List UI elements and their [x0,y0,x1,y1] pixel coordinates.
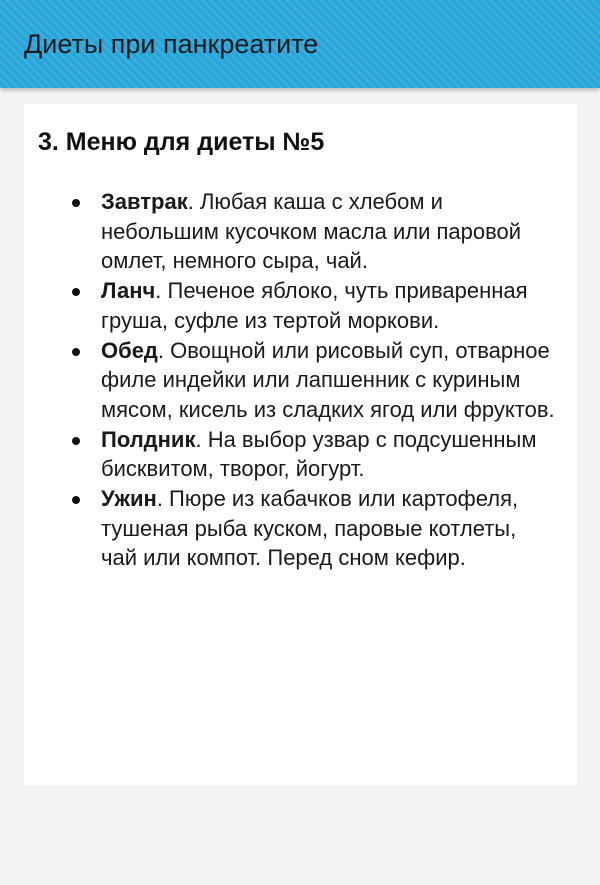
meal-item-breakfast [24,187,577,276]
meal-description: . Печеное яблоко, чуть приваренная груша, суфле из тертой моркови. [101,278,528,333]
bullet-icon [72,496,80,504]
meal-item-afternoon-snack [24,425,577,484]
app-bar [0,0,600,88]
meal-name: Ланч [101,278,156,304]
bullet-icon [72,288,80,296]
meal-item-supper [24,484,577,573]
bullet-icon [72,437,80,445]
bullet-icon [72,199,80,207]
section-heading: 3. Меню для диеты №5 [38,128,325,156]
app-title: Диеты при панкреатите [24,29,319,59]
content-card [24,104,577,785]
meal-name: Ужин [101,486,157,512]
meal-item-dinner [24,336,577,425]
meal-name: Полдник [101,426,196,452]
meal-description: . Пюре из кабачков или картофеля, тушеная рыба куском, паровые котлеты, чай или компот. Перед сном кефир. [101,486,519,571]
meal-name: Обед [101,337,158,363]
meal-description: . На выбор узвар с подсушенным бисквитом, творог, йогурт. [101,426,537,482]
meal-item-lunch [24,276,577,335]
meal-description: . Любая каша с хлебом и небольшим кусочком масла или паровой омлет, немного сыра, чай. [101,189,522,274]
bullet-icon [72,348,80,356]
meal-list [24,187,577,573]
meal-name: Завтрак [101,189,188,214]
meal-description: . Овощной или рисовый суп, отварное филе индейки или лапшенник с куриным мясом, кисель из сладких ягод или фруктов. [101,337,555,422]
